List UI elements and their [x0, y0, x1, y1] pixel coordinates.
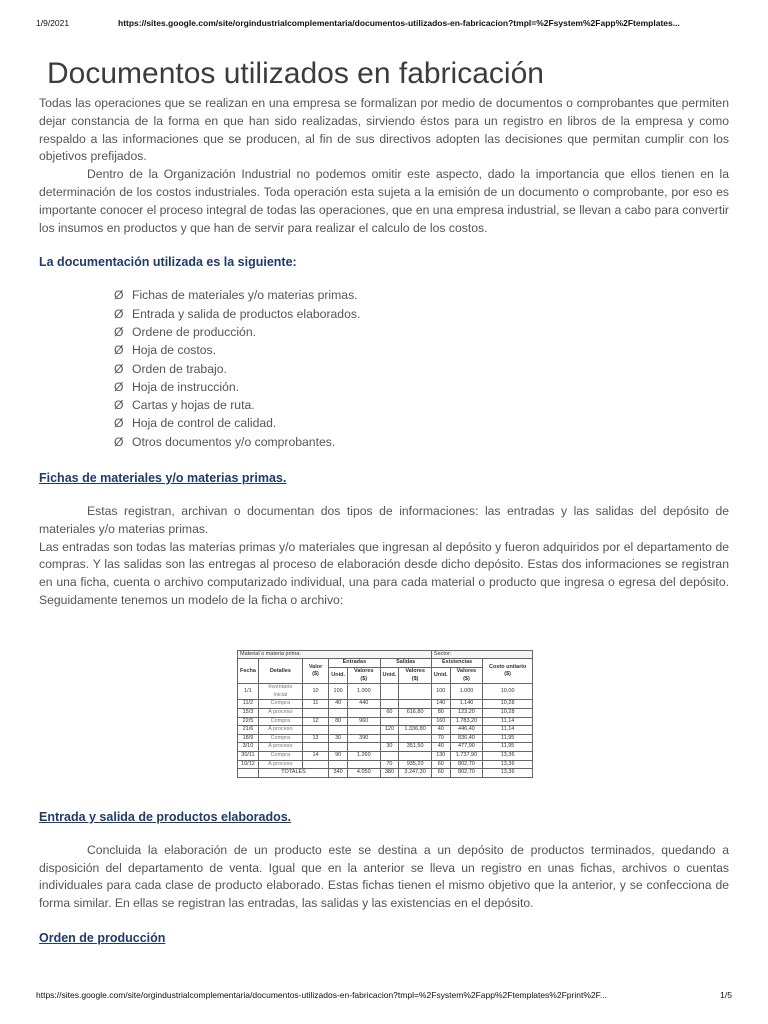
table-cell: 30 [380, 743, 399, 752]
table-cell: 100 [329, 684, 348, 700]
table-row [238, 743, 533, 752]
sub-unid: Unid. [329, 668, 348, 684]
table-cell: 935,20 [399, 760, 432, 769]
bullet-symbol: Ø [114, 324, 124, 339]
table-cell: 13 [302, 734, 328, 743]
table-cell: 123,20 [450, 708, 483, 717]
table-cell [329, 708, 348, 717]
table-cell: Compra [258, 751, 302, 760]
page-content [39, 56, 729, 947]
print-footer [36, 990, 732, 1004]
table-cell [399, 700, 432, 709]
table-row [238, 751, 533, 760]
table-cell [399, 717, 432, 726]
totals-cell: 13,36 [483, 769, 533, 778]
ficha-table-wrapper [237, 650, 533, 778]
table-cell: 60 [431, 760, 450, 769]
table-cell: Compra [258, 734, 302, 743]
table-cell: 60 [380, 708, 399, 717]
table-cell: 11,14 [483, 717, 533, 726]
intro-paragraph-1: Todas las operaciones que se realizan en una empresa se formalizan por medio de documentos o comprobantes que permiten dejar constancia de la forma en que han sido realizadas, sirviendo éstos para un registro en libros de la empresa y como respaldo a las informaciones que se producen, al fin de sus directivos adopten las decisiones que permitan cumplir con los objetivos prefijados. [39, 96, 729, 164]
table-cell [380, 684, 399, 700]
footer-url: https://sites.google.com/site/orgindustrialcomplementaria/documentos-utilizados-en-fabricacion?tmpl=%2Fsystem%2Fapp%2Ftemplates%2Fprint%2F... [36, 990, 607, 1000]
table-cell: 11,95 [483, 743, 533, 752]
totals-row [238, 769, 533, 778]
table-cell: 616,80 [399, 708, 432, 717]
entrada-salida-paragraph: Concluida la elaboración de un producto este se destina a un depósito de productos terminados, quedando a disposición del departamento de venta. Igual que en la anterior se lleva un registro en unas fichas, archivos o cuentas individuales para cada clase de producto elaborado. Estas fichas tienen el mismo objetivo que la anterior, y se confecciona de forma similar. En ellas se registran las entradas, las salidas y las existencias en el depósito. [39, 842, 729, 911]
table-cell: 13,36 [483, 751, 533, 760]
table-cell [302, 708, 328, 717]
table-cell: 1.000 [450, 684, 483, 700]
document-list-label: Orden de trabajo. [132, 361, 227, 376]
page-number: 1/5 [720, 990, 732, 1000]
table-cell [399, 751, 432, 760]
table-cell: 11,14 [483, 726, 533, 735]
col-costo: Costo unitario ($) [483, 659, 533, 684]
table-cell [380, 700, 399, 709]
table-cell [380, 751, 399, 760]
table-cell: 160 [431, 717, 450, 726]
print-header [36, 18, 732, 32]
table-cell: 70 [380, 760, 399, 769]
table-cell: 15/3 [238, 708, 259, 717]
table-cell [329, 726, 348, 735]
table-cell: 13,36 [483, 760, 533, 769]
table-cell [329, 760, 348, 769]
bullet-symbol: Ø [114, 416, 124, 431]
table-cell: 1.783,20 [450, 717, 483, 726]
totals-cell: 340 [329, 769, 348, 778]
table-cell: 1.737,90 [450, 751, 483, 760]
table-row [238, 734, 533, 743]
table-cell: 1.336,80 [399, 726, 432, 735]
table-cell [399, 734, 432, 743]
group-entradas: Entradas [329, 659, 380, 668]
table-cell [302, 760, 328, 769]
table-cell: Compra [258, 700, 302, 709]
totals-cell: 4.050 [348, 769, 381, 778]
print-url: https://sites.google.com/site/orgindustrialcomplementaria/documentos-utilizados-en-fabricacion?tmpl=%2Fsystem%2Fapp%2Ftemplates... [118, 18, 680, 28]
sub-valores: Valores ($) [450, 668, 483, 684]
table-cell: A proceso [258, 743, 302, 752]
table-cell: 10,00 [483, 684, 533, 700]
document-list-label: Fichas de materiales y/o materias primas. [132, 288, 358, 303]
table-cell: 100 [431, 684, 450, 700]
sub-unid: Unid. [380, 668, 399, 684]
table-cell: 836,40 [450, 734, 483, 743]
table-cell: 1/1 [238, 684, 259, 700]
table-cell: 12 [302, 717, 328, 726]
col-fecha: Fecha [238, 659, 259, 684]
document-list-item [114, 396, 729, 414]
bullet-symbol: Ø [114, 343, 124, 358]
table-cell: 40 [431, 726, 450, 735]
totals-cell: 3.247,30 [399, 769, 432, 778]
table-cell: 10/12 [238, 760, 259, 769]
document-list-item [114, 305, 729, 323]
table-cell: 440 [348, 700, 381, 709]
document-list-item [114, 433, 729, 451]
table-row [238, 726, 533, 735]
table-cell: 477,90 [450, 743, 483, 752]
table-cell [399, 684, 432, 700]
table-cell [302, 743, 328, 752]
table-cell: 1.000 [348, 684, 381, 700]
document-list-item [114, 414, 729, 432]
table-cell [329, 743, 348, 752]
table-cell: A proceso [258, 708, 302, 717]
table-cell [348, 760, 381, 769]
table-cell: 30 [329, 734, 348, 743]
totals-label: TOTALES [258, 769, 328, 778]
table-cell [380, 734, 399, 743]
totals-cell: 60 [431, 769, 450, 778]
table-cell: 30/11 [238, 751, 259, 760]
table-cell: 802,70 [450, 760, 483, 769]
table-cell: Compra [258, 717, 302, 726]
table-cell: 1.140 [450, 700, 483, 709]
ficha-table [237, 650, 533, 778]
table-cell: 351,50 [399, 743, 432, 752]
group-existencias: Existencias [431, 659, 482, 668]
material-label: Material o materia prima: [238, 650, 432, 659]
section-heading-entrada-salida: Entrada y salida de productos elaborados. [39, 809, 292, 824]
sector-label: Sector: [431, 650, 532, 659]
document-list-label: Hoja de control de calidad. [132, 416, 277, 431]
table-cell: A proceso [258, 726, 302, 735]
table-cell: 80 [329, 717, 348, 726]
table-cell: 11/2 [238, 700, 259, 709]
bullet-symbol: Ø [114, 361, 124, 376]
sub-unid: Unid. [431, 668, 450, 684]
fichas-paragraph-1: Estas registran, archivan o documentan dos tipos de informaciones: las entradas y las salidas del depósito de materiales y/o materias primas. [39, 504, 729, 536]
group-salidas: Salidas [380, 659, 431, 668]
table-cell: 140 [431, 700, 450, 709]
document-list-label: Ordene de producción. [132, 324, 256, 339]
table-cell: 70 [431, 734, 450, 743]
col-valor: Valor ($) [302, 659, 328, 684]
table-cell: 14 [302, 751, 328, 760]
document-list [114, 286, 729, 451]
table-cell [348, 708, 381, 717]
fichas-paragraph-2: Las entradas son todas las materias primas y/o materiales que ingresan al depósito y fueron adquiridos por el departamento de compras. Y las salidas son las entregas al proceso de elaboración desde dicho depósito. Estas dos informaciones se registran en una ficha, cuenta o archivo computarizado individual, una para cada material o producto que ingresa o egresa del depósito. Seguidamente tenemos un modelo de la ficha o archivo: [39, 539, 729, 608]
document-list-item [114, 378, 729, 396]
col-detalles: Detalles [258, 659, 302, 684]
section-heading-fichas: Fichas de materiales y/o materias primas. [39, 471, 287, 486]
table-cell: 90 [329, 751, 348, 760]
document-list-item [114, 286, 729, 304]
table-cell: 40 [431, 743, 450, 752]
bullet-symbol: Ø [114, 398, 124, 413]
document-list-label: Otros documentos y/o comprobantes. [132, 434, 336, 449]
table-cell: 10,28 [483, 708, 533, 717]
section-heading-orden-produccion: Orden de producción [39, 930, 166, 945]
table-cell [348, 726, 381, 735]
table-cell: Inventario inicial [258, 684, 302, 700]
table-cell: 18/9 [238, 734, 259, 743]
sub-valores: Valores ($) [399, 668, 432, 684]
table-cell: 960 [348, 717, 381, 726]
document-list-label: Hoja de costos. [132, 343, 217, 358]
table-cell: 40 [329, 700, 348, 709]
table-cell: 390 [348, 734, 381, 743]
document-list-item [114, 360, 729, 378]
table-cell [302, 726, 328, 735]
doc-list-heading: La documentación utilizada es la siguiente: [39, 255, 297, 270]
document-list-label: Cartas y hojas de ruta. [132, 398, 255, 413]
table-row [238, 684, 533, 700]
sub-valores: Valores ($) [348, 668, 381, 684]
table-cell: 22/5 [238, 717, 259, 726]
table-cell: 10,28 [483, 700, 533, 709]
document-list-item [114, 323, 729, 341]
table-row [238, 760, 533, 769]
table-cell: 120 [380, 726, 399, 735]
table-row [238, 708, 533, 717]
table-row [238, 717, 533, 726]
table-cell: 3/10 [238, 743, 259, 752]
table-row [238, 700, 533, 709]
bullet-symbol: Ø [114, 434, 124, 449]
table-cell: 21/6 [238, 726, 259, 735]
totals-cell: 380 [380, 769, 399, 778]
table-cell: 11,95 [483, 734, 533, 743]
table-cell: 10 [302, 684, 328, 700]
table-cell: 446,40 [450, 726, 483, 735]
table-cell [348, 743, 381, 752]
bullet-symbol: Ø [114, 379, 124, 394]
print-date: 1/9/2021 [36, 18, 70, 28]
document-list-item [114, 341, 729, 359]
bullet-symbol: Ø [114, 288, 124, 303]
page-title: Documentos utilizados en fabricación [47, 57, 544, 90]
table-cell: A proceso [258, 760, 302, 769]
table-cell: 1.260 [348, 751, 381, 760]
intro-paragraph-2: Dentro de la Organización Industrial no podemos omitir este aspecto, dado la importancia que ellos tienen en la determinación de los costos industriales. Toda operación esta sujeta a la emisión de un documento o comprobante, por eso es importante conocer el proceso integral de todas las operaciones, que en una empresa industrial, se llevan a cabo para convertir los insumos en productos y que han de servir para realizar el calculo de los costos. [39, 167, 729, 235]
totals-cell: 802,70 [450, 769, 483, 778]
table-cell: 11 [302, 700, 328, 709]
document-list-label: Hoja de instrucción. [132, 379, 240, 394]
table-cell [380, 717, 399, 726]
document-list-label: Entrada y salida de productos elaborados. [132, 306, 361, 321]
table-cell: 130 [431, 751, 450, 760]
table-cell: 80 [431, 708, 450, 717]
bullet-symbol: Ø [114, 306, 124, 321]
